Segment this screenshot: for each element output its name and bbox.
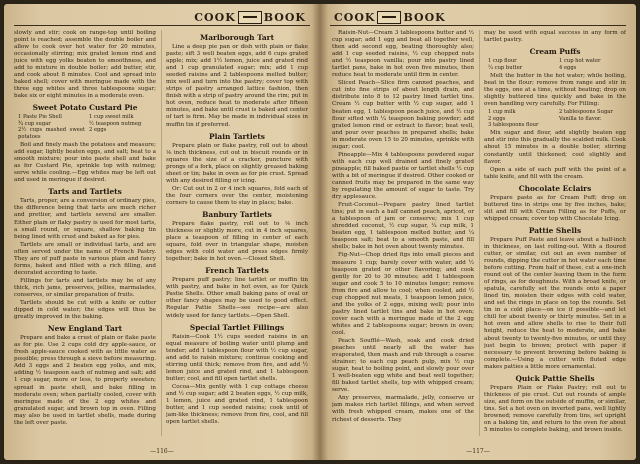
recipe-title: Special Tartlet Fillings <box>189 322 285 332</box>
recipe-title: Marlborough Tart <box>200 33 274 42</box>
paragraph: Pineapple—Mix 4 tablespoons powdered sugar with each cup well drained and finely grated pineapple; fill baked pastie or tartlet shells ½ cup with a bit of meringue if desired. Other cooked or canned fruits may be prepared in the same way by regulating the amount of sugar to taste. Try dry applesauce. <box>332 151 474 201</box>
paragraph: Mix sugar and flour, add slightly beaten egg and stir into this gradually the scalded milk. Cook about 15 minutes in a double boiler, stirring constantly until thickened; cool slightly and flavor. <box>484 130 626 165</box>
paragraph: Any preserves, marmalade, jelly, conserve or jam makes rich tartlet fillings, and when served with fresh whipped cream, makes one of the richest of desserts. They <box>332 395 474 423</box>
text-column <box>166 30 308 440</box>
recipe-title: Banbury Tartlets <box>202 209 272 219</box>
paragraph: Raisin-Nut—Cream 3 tablespoons butter and ½ cup sugar; add 1 egg and beat all together well, then add second egg, beating thoroughly also; add 1 cup seeded raisins, ½ cup chopped nuts and ½ teaspoon vanilla; pour into pastry lined tartlet pans, bake in hot oven five minutes, then reduce heat to moderate until firm in center. <box>332 30 474 79</box>
paragraph: Prepare puff pastry; line tartlet or muffin tin with pastry, and bake in hot oven, as for Quick Pastie Shells. Other small baking pans of oval or other fancy shapes may be used to good effect. Regular Pattie Shells—see recipe—are also widely used for fancy tartlets.—Open Shell. <box>166 277 308 319</box>
ingredient: ¼ cup butter <box>488 64 523 71</box>
paragraph: Prepare Puff Paste and leave about a half-inch in thickness, on last rolling-out. With a floured cutter, or similar, cut out an even number of rounds, dipping the cutter in hot water each time before cutting. From half of these, cut a one-inch round out of the center leaving them in the form of rings, as for doughnuts. With a broad knife, or spatula, carefully set the rounds onto a paper lined tin, moisten their edges with cold water, and set the rings in place on top the rounds. Set tin in a cold place—on ice if possible—and let chill for about twenty or thirty minutes. Set in a hot oven and allow shells to rise to their full height, reduce the heat to moderate, and bake about twenty to twenty-five minutes, or until they just begin to brown; protect with paper if necessary to prevent browning before baking is complete.—Using a cutter with fluted edge makes patties a little more ornamental. <box>484 236 626 370</box>
page-number: —117— <box>466 448 490 455</box>
ingredient: 2½ cups mashed sweet potatoes <box>18 127 85 140</box>
recipe-title: Chocolate Eclairs <box>518 183 592 193</box>
paragraph: may be used with equal success in any form of tartlet pastry. <box>484 30 626 44</box>
page-number: —116— <box>150 448 174 455</box>
recipe-title: Pattie Shells <box>528 225 582 235</box>
ingredient: 1 cup milk <box>488 109 516 116</box>
ingredient: 1 cup flour <box>488 58 517 65</box>
paragraph: Prepare and bake a crust of plain or flake paste as for pie. Use 2 cups cold dry apple-sauce, or fresh apple-sauce cooked with as little water as possible; press through a sieve before measuring. Add 3 eggs and 2 beaten egg yolks, and mix, adding ½ teaspoon each of nutmeg and salt; add 1 cup sugar, more or less, to properly sweeten; spread in paste shell, and bake filling in moderate oven; when partially cooled, cover with meringue made of the 2 egg whites and granulated sugar, and brown top in oven. Filling may also be used in tartlet shells, made during the left over paste. <box>14 335 156 426</box>
ingredient: 1 Paste Pie Shell <box>18 114 62 121</box>
paragraph: Or: Cut out in 2 or 4 inch squares, fold each of the four corners over the center, moistening corners to cause them to stay in place; bake. <box>166 185 308 206</box>
ingredient-list <box>488 109 626 128</box>
paragraph: Prepare Plain or Flake Pastry; roll out to thickness of pie crust. Cut out rounds of ample size, and form on the outside of muffin, or similar, tins. Set a hot oven on inverted pans, well lightly browned; remove carefully from tins, set upright on a baking tin, and return to the oven for about 5 minutes to complete baking, and brown inside. <box>484 384 626 434</box>
ingredient: 3 tablespoons flour <box>488 121 539 128</box>
left-page <box>4 4 320 460</box>
ingredient: 1 cup sweet milk <box>89 114 134 121</box>
recipe-title: Cream Puffs <box>529 47 581 57</box>
header-word: BOOK <box>263 10 306 24</box>
column-divider <box>479 30 480 436</box>
paragraph: Tartlets should be cut with a knife or cutter dipped in cold water; the edges will thus be greatly improved in the baking. <box>14 300 156 321</box>
paragraph: Fillings for tarts and tartlets may be of any thick, rich jams, preserves, jellies, marmalades, conserves, or similar preparation of fruits. <box>14 277 156 298</box>
running-header <box>334 10 446 24</box>
paragraph: Fruit-Coconut—Prepare pastry lined tartlet tins; put in each a half canned peach, apricot, or a tablespoon of jam or conserve; mix 1 cup shredded coconut, ½ cup sugar, ¼ cup milk, 1 beaten egg, 1 tablespoon melted butter, and ¼ teaspoon salt; beat to a smooth paste, and fill shells; bake in hot oven about twenty minutes. <box>332 202 474 251</box>
recipe-title: Tarts and Tartlets <box>48 187 122 197</box>
paragraph: Line a deep pie pan or dish with plain or flake paste; sift 3 well beaten eggs, add 6 cups grated apple; mix; add 1½ lemon, juice and grated rind and 1 cup granulated sugar; mix; add 1 cup seeded raisins and 2 tablespoons melted butter; mix well and turn into the pastry; cover top with strips of pastry arranged lattice fashion, then finish with a strip of pastry around the rim; put in hot oven, reduce heat to moderate after fifteen minutes, and bake until crust is baked and center of tart is firm. May be made in individual sizes in muffin tin if preferred. <box>166 44 308 128</box>
ingredient: 2 tablespoons Sugar <box>559 109 613 116</box>
text-column <box>332 30 474 440</box>
header-ornament <box>377 11 401 24</box>
ingredient: ½ teaspoon nutmeg <box>89 120 142 127</box>
ingredient: 2 eggs <box>488 115 506 122</box>
paragraph: Prepare plain or flake pastry, roll out to about ⅛ inch thickness, cut out in biscuit rounds or in squares the size of a cracker, puncture with prongs of a fork, place on slightly greased baking sheet or tin; bake in oven as for pie crust. Spread with any desired filling or icing. <box>166 142 308 184</box>
header-rule <box>14 25 310 26</box>
recipe-title: French Tartlets <box>205 266 269 276</box>
header-word: COOK <box>334 10 376 24</box>
recipe-title: Plain Tartlets <box>209 131 265 141</box>
paragraph: Boil and finely mash the potatoes and measure; add sugar, lightly beaten eggs, and salt; beat to a smooth mixture; pour into paste shell and bake as for Custard Pie, sprinkle top with nutmeg; serve while cooling.—Egg whites may be left out and used in meringue if desired. <box>14 142 156 184</box>
paragraph: Peach Soufflé—Wash, soak and cook dried peaches until nearly all the water has evaporated, then mash and rub through a coarse strainer; to each cup peach pulp, mix ½ cup sugar, heat to boiling point, and slowly pour over 1 well-beaten egg white and beat well together; fill baked tartlet shells, top with whipped cream; serve. <box>332 338 474 394</box>
recipe-title: New England Tart <box>47 324 123 334</box>
recipe-title: Sweet Potato Custard Pie <box>32 103 138 113</box>
header-rule <box>330 25 626 26</box>
ingredient: 2 eggs <box>89 127 107 134</box>
running-header <box>194 10 306 24</box>
recipe-title: Quick Pattie Shells <box>515 373 595 383</box>
right-page <box>320 4 636 460</box>
paragraph: Prepare flake pastry, roll out to ⅛ inch thickness or slightly more, cut in 4 inch squares, place a teaspoon of filling in center of each square, fold over in triangular shape, moisten edges with cold water and press edges firmly together; bake in hot oven.—Closed Shell. <box>166 220 308 263</box>
header-ornament <box>238 11 262 24</box>
cookbook-spread <box>4 4 636 460</box>
text-column <box>14 30 156 440</box>
paragraph: slowly and stir; cook on range-top until boiling point is reached; assemble the double boiler and allow to cook over hot water for 20 minutes, occasionally stirring; mix grated lemon rind and juice with egg yolks beaten to smoothness, and add to mixture in double boiler; add butter, stir, and cook about 8 minutes. Cool and spread into baked shell; cover with meringue made with the three egg whites and three tablespoons sugar; bake six or eight minutes in a moderate oven. <box>14 30 156 100</box>
paragraph: Open a side of each puff with the point of a table knife, and fill with the cream. <box>484 166 626 180</box>
ingredient-list <box>18 114 156 140</box>
paragraph: Cocoa—Mix gently with 1 cup cottage cheese and ½ cup sugar; add 2 beaten eggs, ½ cup milk, 1 lemon, juice and grated rind, 1 tablespoon butter, and 1 cup seeded raisins; cook until of jam-like thickness; remove from fire, cool, and fill open tartlet shells. <box>166 383 308 426</box>
column-divider <box>161 30 162 436</box>
header-word: BOOK <box>403 10 446 24</box>
paragraph: Melt the butter in the hot water; while boiling, beat in the flour; remove from range and stir in the eggs, one at a time, without beating; drop on slightly buttered tins quickly and bake in the oven handling very carefully. For Filling: <box>484 72 626 108</box>
ingredient: 4 eggs <box>559 64 577 71</box>
ingredient: 1 cup hot water <box>559 58 601 65</box>
ingredient: Vanilla to flavor. <box>559 115 602 122</box>
ingredient-list <box>488 58 626 71</box>
header-word: COOK <box>194 10 236 24</box>
book-gutter <box>312 4 328 460</box>
paragraph: Fig-Nut—Chop dried figs into small pieces and measure 1 cup; barely cover with water, add ½ teaspoon grated or other flavoring; and cook gently for 20 to 30 minutes; add 1 tablespoon sugar and cook 5 to 10 minutes longer; remove from fire and allow to cool; when cooled, add ½ cup chopped nut meats, 1 teaspoon lemon juice, and the yolks of 2 eggs, mixing well; pour into pastry lined tartlet tins and bake in hot oven; cover each with a meringue made of the 2 egg whites and 2 tablespoons sugar; brown in oven; cool. <box>332 252 474 336</box>
paragraph: Raisin—Cook 1½ cups seeded raisins in an equal measure of boiling water until plump and tender; add 1 tablespoon flour with ½ cup sugar, and add to raisin mixture; continue cooking and stirring until thick; remove from fire, and add ½ lemon juice and grated rind, and 1 tablespoon butter; cool, and fill open tartlet shells. <box>166 333 308 382</box>
paragraph: Tartlets are small or individual tarts, and are often served under the name of French Pastry. They are of puff paste in various plain and fancy forms, baked and filled with a rich filling, and decorated according to taste. <box>14 241 156 276</box>
paragraph: Tarts, proper, are a conversion of ordinary pies, the difference being that tarts are much richer and prettier, and tartlets several are smaller. Either plain or flaky pastry is used for most tarts, a small round, or square, shallow baking tin being lined with crust and baked as for pies. <box>14 198 156 240</box>
paragraph: Prepare paste as for Cream Puff; drop on buttered tins in strips one by five inches, bake; slit and fill with Cream Filling as for Puffs, or whipped cream; cover top with Chocolate Icing. <box>484 194 626 222</box>
text-column <box>484 30 626 440</box>
paragraph: Sliced Peach—Slice firm canned peaches, and cut into fine strips of about length drain, and distribute into 8 to 12 pastry lined tartlet tins. Cream ½ cup butter with ½ cup sugar, add 1 beaten egg, 1 tablespoon peach juice, and ½ cup flour sifted with ¼ teaspoon baking powder; add grated lemon rind or extract to flavor; beat well, and pour over peaches in prepared shells; bake in moderate oven 15 to 20 minutes, sprinkle with sugar; cool. <box>332 80 474 150</box>
ingredient: ¾ cup sugar <box>18 120 51 127</box>
